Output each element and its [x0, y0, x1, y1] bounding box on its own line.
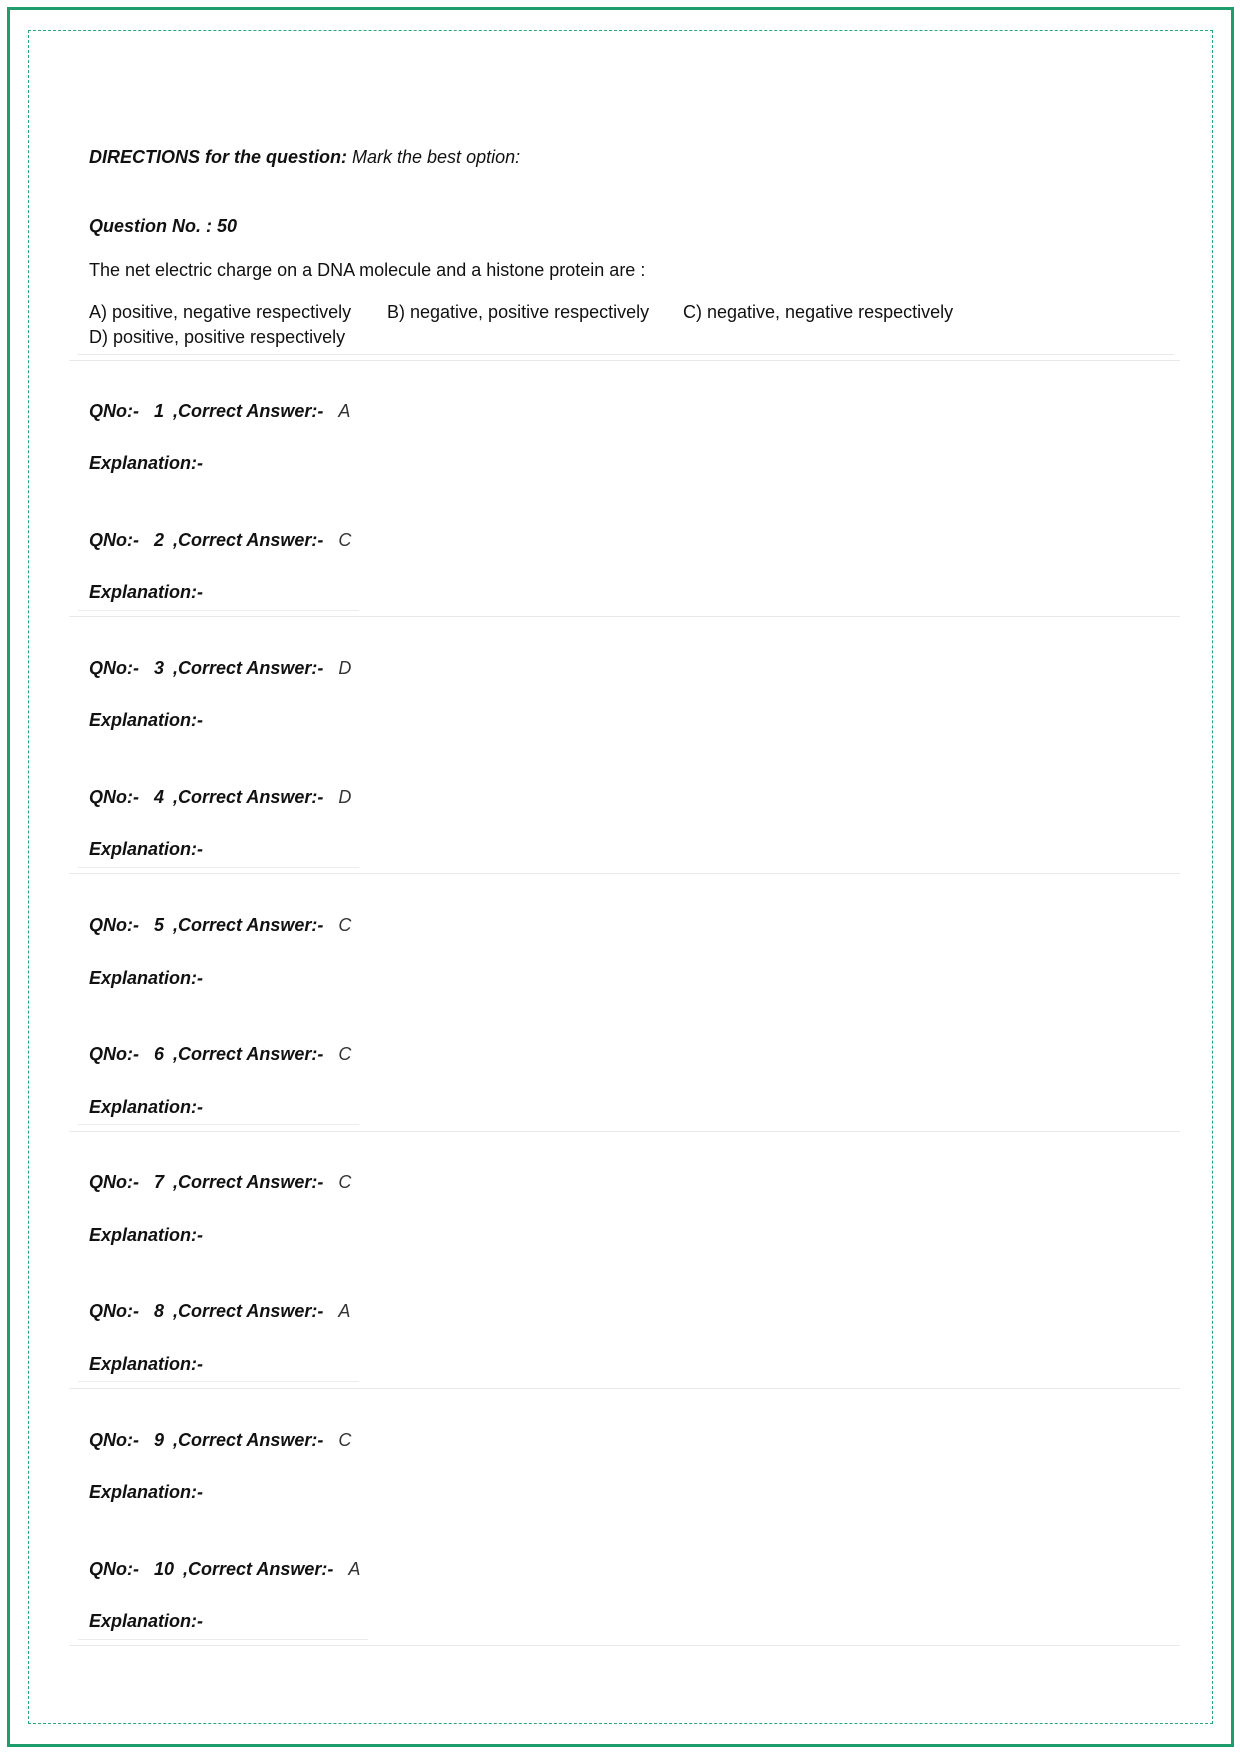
answer-group [78, 1170, 359, 1382]
correct-answer-label: ,Correct Answer:- [173, 1429, 324, 1450]
divider [69, 1131, 1180, 1132]
answer-item [89, 1557, 360, 1634]
divider [69, 616, 1180, 617]
correct-answer-value: D [338, 786, 352, 807]
explanation-label: Explanation:- [89, 1482, 204, 1503]
correct-answer-value: D [338, 657, 352, 678]
qno-number: 2 [153, 529, 164, 550]
qno-label: QNo:- [89, 786, 139, 807]
answer-header [89, 399, 351, 423]
correct-answer-label: ,Correct Answer:- [173, 786, 324, 807]
directions-text: Mark the best option: [352, 147, 521, 167]
answer-header [89, 1299, 351, 1323]
correct-answer-value: A [338, 1301, 351, 1322]
qno-number: 1 [153, 400, 164, 421]
answer-group [78, 913, 359, 1125]
answer-header [89, 1428, 360, 1452]
qno-number: 7 [153, 1172, 164, 1193]
qno-number: 10 [153, 1558, 175, 1579]
explanation-label: Explanation:- [89, 967, 204, 988]
answer-header [89, 913, 351, 937]
answer-item [89, 1042, 351, 1119]
divider [78, 354, 1174, 355]
correct-answer-label: ,Correct Answer:- [173, 1044, 324, 1065]
answer-header [89, 785, 351, 809]
qno-label: QNo:- [89, 1172, 139, 1193]
correct-answer-label: ,Correct Answer:- [173, 1301, 324, 1322]
question-number-value: 50 [217, 216, 238, 236]
qno-label: QNo:- [89, 657, 139, 678]
qno-label: QNo:- [89, 1429, 139, 1450]
correct-answer-value: C [338, 529, 352, 550]
question-number-label: Question No. : [89, 216, 212, 236]
qno-label: QNo:- [89, 1044, 139, 1065]
correct-answer-value: C [338, 1172, 352, 1193]
divider [69, 1388, 1180, 1389]
qno-label: QNo:- [89, 529, 139, 550]
explanation-label: Explanation:- [89, 1096, 204, 1117]
correct-answer-label: ,Correct Answer:- [173, 529, 324, 550]
qno-number: 9 [153, 1429, 164, 1450]
explanation-label: Explanation:- [89, 710, 204, 731]
correct-answer-label: ,Correct Answer:- [183, 1558, 334, 1579]
answer-header [89, 1170, 351, 1194]
answer-group [78, 399, 359, 611]
qno-label: QNo:- [89, 1558, 139, 1579]
qno-number: 4 [153, 786, 164, 807]
correct-answer-label: ,Correct Answer:- [173, 1172, 324, 1193]
correct-answer-label: ,Correct Answer:- [173, 400, 324, 421]
answer-group [78, 1428, 368, 1640]
correct-answer-value: A [338, 400, 351, 421]
divider [69, 360, 1180, 361]
qno-number: 8 [153, 1301, 164, 1322]
qno-number: 5 [153, 915, 164, 936]
answer-header [89, 656, 351, 680]
question-number [89, 214, 237, 238]
qno-label: QNo:- [89, 915, 139, 936]
correct-answer-label: ,Correct Answer:- [173, 657, 324, 678]
answer-item [89, 913, 351, 990]
explanation-label: Explanation:- [89, 1611, 204, 1632]
explanation-label: Explanation:- [89, 453, 204, 473]
option-a: A) positive, negative respectively [89, 302, 352, 322]
correct-answer-value: C [338, 915, 352, 936]
question-text: The net electric charge on a DNA molecule and a histone protein are : [89, 259, 646, 280]
answer-item [89, 1428, 360, 1505]
directions [89, 145, 520, 169]
qno-number: 6 [153, 1044, 164, 1065]
option-c: C) negative, negative respectively [683, 302, 954, 322]
explanation-label: Explanation:- [89, 839, 204, 860]
answer-item [89, 1299, 351, 1376]
answer-header [89, 1557, 360, 1581]
qno-label: QNo:- [89, 1301, 139, 1322]
answer-group [78, 656, 359, 868]
explanation-label: Explanation:- [89, 1224, 204, 1245]
answer-header [89, 528, 351, 552]
answer-item [89, 1170, 351, 1247]
option-b: B) negative, positive respectively [387, 302, 650, 322]
qno-number: 3 [153, 657, 164, 678]
correct-answer-value: A [348, 1558, 361, 1579]
explanation-label: Explanation:- [89, 582, 204, 602]
correct-answer-label: ,Correct Answer:- [173, 915, 324, 936]
correct-answer-value: C [338, 1429, 352, 1450]
divider [69, 873, 1180, 874]
answer-item [89, 399, 351, 476]
option-d: D) positive, positive respectively [89, 326, 346, 347]
directions-label: DIRECTIONS for the question: [89, 147, 347, 167]
qno-label: QNo:- [89, 400, 139, 421]
explanation-label: Explanation:- [89, 1353, 204, 1374]
correct-answer-value: C [338, 1044, 352, 1065]
divider [69, 1645, 1180, 1646]
answer-header [89, 1042, 351, 1066]
answer-item [89, 656, 351, 733]
answer-item [89, 785, 351, 862]
answer-item [89, 528, 351, 605]
